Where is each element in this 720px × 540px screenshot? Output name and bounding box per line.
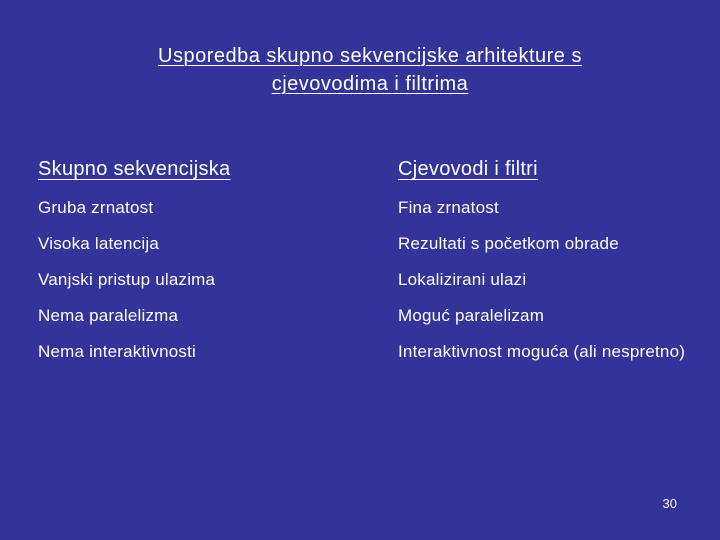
right-column xyxy=(398,157,688,377)
right-column-item: Moguć paralelizam xyxy=(398,306,545,325)
right-column-item: Interaktivnost moguća (ali nespretno) xyxy=(398,342,686,361)
slide-title-line-2: cjevovodima i filtrima xyxy=(271,73,469,95)
left-column-item: Nema paralelizma xyxy=(38,306,179,325)
right-column-item: Lokalizirani ulazi xyxy=(398,270,527,289)
right-column-item: Fina zrnatost xyxy=(398,198,499,217)
left-column-header: Skupno sekvencijska xyxy=(38,158,231,180)
left-column-item: Gruba zrnatost xyxy=(38,198,154,217)
page-number: 30 xyxy=(662,496,677,511)
slide-title-line-1: Usporedba skupno sekvencijske arhitekture s xyxy=(158,45,582,67)
right-column-header: Cjevovodi i filtri xyxy=(398,158,538,180)
left-column xyxy=(38,157,368,377)
slide-title xyxy=(60,42,680,98)
left-column-item: Vanjski pristup ulazima xyxy=(38,270,216,289)
left-column-item: Visoka latencija xyxy=(38,234,160,253)
left-column-item: Nema interaktivnosti xyxy=(38,342,197,361)
right-column-item: Rezultati s početkom obrade xyxy=(398,234,619,253)
